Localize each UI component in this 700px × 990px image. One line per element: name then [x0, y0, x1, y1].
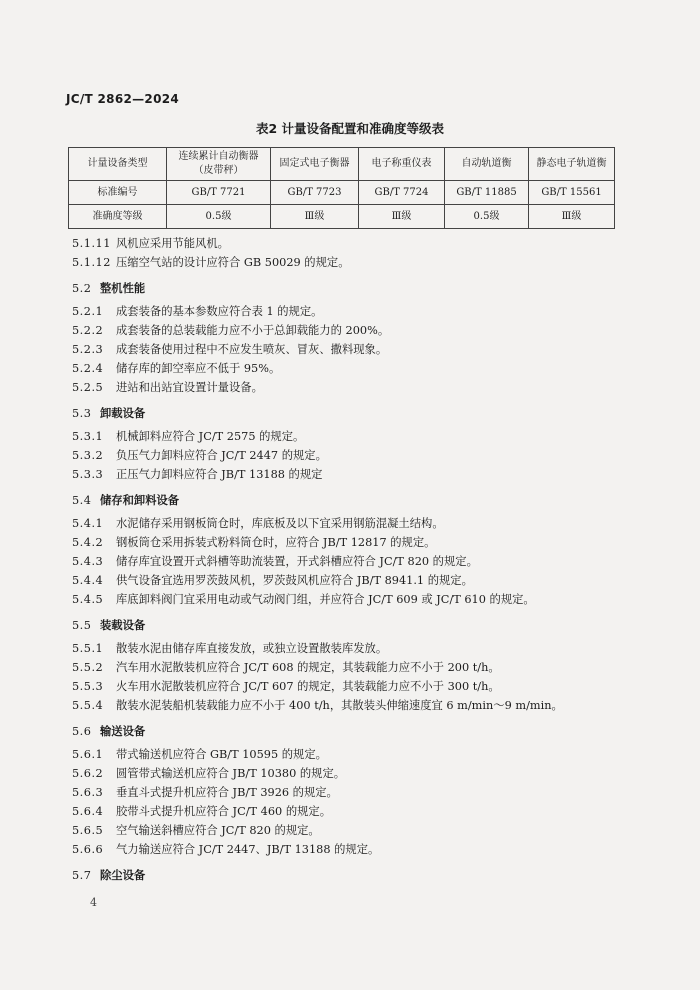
section-title: 卸载设备 — [100, 407, 146, 420]
table-cell: Ⅲ级 — [529, 205, 615, 229]
header-cell: 连续累计自动衡器（皮带秤） — [167, 148, 271, 181]
clause-text: 储存库的卸空率应不低于 95%。 — [116, 362, 281, 375]
clause-text: 圆管带式输送机应符合 JB/T 10380 的规定。 — [116, 767, 346, 780]
clause-line — [72, 821, 652, 840]
clause-line — [72, 802, 652, 821]
clause-number: 5.5.3 — [72, 680, 104, 693]
section-number: 5.7 — [72, 869, 92, 882]
clause-text: 胶带斗式提升机应符合 JC/T 460 的规定。 — [116, 805, 332, 818]
page-number: 4 — [90, 896, 97, 909]
clause-number: 5.6.1 — [72, 748, 104, 761]
clause-number: 5.5.1 — [72, 642, 104, 655]
clause-number: 5.4.3 — [72, 555, 104, 568]
clause-text: 压缩空气站的设计应符合 GB 50029 的规定。 — [116, 256, 350, 269]
table-cell: Ⅲ级 — [359, 205, 445, 229]
clause-number: 5.2.2 — [72, 324, 104, 337]
table-cell: 0.5级 — [167, 205, 271, 229]
clause-text: 进站和出站宜设置计量设备。 — [116, 381, 263, 394]
clause-line — [72, 696, 652, 715]
table-cell: Ⅲ级 — [271, 205, 359, 229]
clause-text: 风机应采用节能风机。 — [116, 237, 229, 250]
table-row — [69, 205, 615, 229]
clause-text: 机械卸料应符合 JC/T 2575 的规定。 — [116, 430, 305, 443]
clause-number: 5.2.1 — [72, 305, 104, 318]
clause-text: 钢板筒仓采用拆装式粉料筒仓时，应符合 JB/T 12817 的规定。 — [116, 536, 436, 549]
clause-line — [72, 783, 652, 802]
clause-line — [72, 253, 652, 272]
clause-number: 5.5.4 — [72, 699, 104, 712]
clause-text: 负压气力卸料应符合 JC/T 2447 的规定。 — [116, 449, 327, 462]
clause-text: 成套装备使用过程中不应发生喷灰、冒灰、撒料现象。 — [116, 343, 388, 356]
standard-code-header: JC/T 2862—2024 — [66, 92, 180, 106]
header-cell: 静态电子轨道衡 — [529, 148, 615, 181]
clause-line — [72, 590, 652, 609]
clause-number: 5.3.3 — [72, 468, 104, 481]
clause-line — [72, 552, 652, 571]
clause-number: 5.6.3 — [72, 786, 104, 799]
clause-number: 5.1.11 — [72, 237, 111, 250]
table-cell: GB/T 15561 — [529, 181, 615, 205]
clause-text: 垂直斗式提升机应符合 JB/T 3926 的规定。 — [116, 786, 338, 799]
section-title: 整机性能 — [100, 282, 146, 295]
clause-line — [72, 340, 652, 359]
section-heading — [72, 491, 652, 511]
table-row — [69, 181, 615, 205]
clause-text: 散装水泥装船机装载能力应不小于 400 t/h，其散装头伸缩速度宜 6 m/min～9 m/min。 — [116, 699, 563, 712]
clause-line — [72, 840, 652, 859]
clause-number: 5.3.1 — [72, 430, 104, 443]
clause-number: 5.4.2 — [72, 536, 104, 549]
clause-text: 空气输送斜槽应符合 JC/T 820 的规定。 — [116, 824, 320, 837]
clause-line — [72, 378, 652, 397]
clause-number: 5.4.5 — [72, 593, 104, 606]
table-cell: GB/T 7724 — [359, 181, 445, 205]
section-heading — [72, 722, 652, 742]
clause-number: 5.4.1 — [72, 517, 104, 530]
clause-line — [72, 234, 652, 253]
clause-line — [72, 465, 652, 484]
table-cell: GB/T 7723 — [271, 181, 359, 205]
clause-text: 带式输送机应符合 GB/T 10595 的规定。 — [116, 748, 327, 761]
table-cell: 0.5级 — [445, 205, 529, 229]
clause-text: 储存库宜设置开式斜槽等助流装置，开式斜槽应符合 JC/T 820 的规定。 — [116, 555, 478, 568]
table-cell: 标准编号 — [69, 181, 167, 205]
header-cell: 计量设备类型 — [69, 148, 167, 181]
clause-line — [72, 764, 652, 783]
clause-number: 5.6.5 — [72, 824, 104, 837]
clause-line — [72, 427, 652, 446]
clause-line — [72, 677, 652, 696]
table-header-row — [69, 148, 615, 181]
clause-number: 5.2.5 — [72, 381, 104, 394]
clause-number: 5.1.12 — [72, 256, 111, 269]
header-cell: 电子称重仪表 — [359, 148, 445, 181]
clause-line — [72, 321, 652, 340]
section-title: 装载设备 — [100, 619, 146, 632]
clause-line — [72, 359, 652, 378]
section-heading — [72, 279, 652, 299]
clause-line — [72, 639, 652, 658]
clause-line — [72, 571, 652, 590]
table-cell: GB/T 7721 — [167, 181, 271, 205]
section-number: 5.4 — [72, 494, 92, 507]
clause-text: 成套装备的总装载能力应不小于总卸载能力的 200%。 — [116, 324, 390, 337]
section-number: 5.6 — [72, 725, 92, 738]
clause-text: 散装水泥由储存库直接发放，或独立设置散装库发放。 — [116, 642, 388, 655]
section-heading — [72, 616, 652, 636]
clause-text: 库底卸料阀门宜采用电动或气动阀门组，并应符合 JC/T 609 或 JC/T 610 的规定。 — [116, 593, 535, 606]
section-title: 除尘设备 — [100, 869, 146, 882]
measurement-equipment-table — [68, 147, 615, 229]
clause-text: 气力输送应符合 JC/T 2447、JB/T 13188 的规定。 — [116, 843, 380, 856]
clause-line — [72, 658, 652, 677]
clause-number: 5.5.2 — [72, 661, 104, 674]
clause-number: 5.3.2 — [72, 449, 104, 462]
clause-line — [72, 514, 652, 533]
clause-text: 水泥储存采用钢板筒仓时，库底板及以下宜采用钢筋混凝土结构。 — [116, 517, 444, 530]
header-cell: 自动轨道衡 — [445, 148, 529, 181]
section-heading — [72, 866, 652, 886]
header-cell: 固定式电子衡器 — [271, 148, 359, 181]
clause-number: 5.6.4 — [72, 805, 104, 818]
clause-text: 成套装备的基本参数应符合表 1 的规定。 — [116, 305, 323, 318]
section-heading — [72, 404, 652, 424]
clause-line — [72, 745, 652, 764]
table-title: 表2 计量设备配置和准确度等级表 — [255, 121, 445, 136]
clause-number: 5.2.3 — [72, 343, 104, 356]
section-number: 5.3 — [72, 407, 92, 420]
clause-line — [72, 533, 652, 552]
clause-number: 5.6.2 — [72, 767, 104, 780]
table-cell: 准确度等级 — [69, 205, 167, 229]
section-title: 输送设备 — [100, 725, 146, 738]
clause-text: 汽车用水泥散装机应符合 JC/T 608 的规定，其装载能力应不小于 200 t/h。 — [116, 661, 500, 674]
section-title: 储存和卸料设备 — [100, 494, 180, 507]
clause-text: 正压气力卸料应符合 JB/T 13188 的规定 — [116, 468, 323, 481]
clause-number: 5.6.6 — [72, 843, 104, 856]
clause-text: 火车用水泥散装机应符合 JC/T 607 的规定，其装载能力应不小于 300 t/h。 — [116, 680, 500, 693]
table-cell: GB/T 11885 — [445, 181, 529, 205]
clause-line — [72, 446, 652, 465]
clause-number: 5.2.4 — [72, 362, 104, 375]
clause-number: 5.4.4 — [72, 574, 104, 587]
clause-text: 供气设备宜选用罗茨鼓风机，罗茨鼓风机应符合 JB/T 8941.1 的规定。 — [116, 574, 473, 587]
section-number: 5.5 — [72, 619, 92, 632]
document-body — [72, 234, 652, 889]
section-number: 5.2 — [72, 282, 92, 295]
clause-line — [72, 302, 652, 321]
